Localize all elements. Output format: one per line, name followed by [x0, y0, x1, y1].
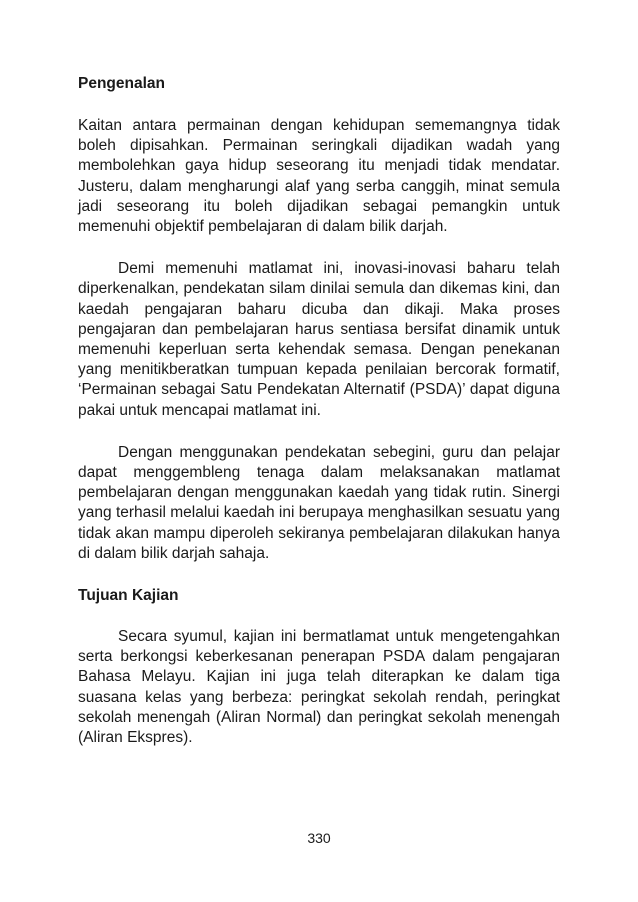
paragraph-intro-3: Dengan menggunakan pendekatan sebegini, guru dan pelajar dapat menggembleng tenaga dalam melaksanakan matlamat pembelajaran dengan menggunakan kaedah yang tidak rutin. Sinergi yang terhasil melalui kaedah ini berupaya menghasilkan sesuatu yang tidak akan mampu diperoleh sekiranya pembelajaran dilakukan hanya di dalam bilik darjah sahaja. — [78, 443, 560, 562]
paragraph-intro-1: Kaitan antara permainan dengan kehidupan sememangnya tidak boleh dipisahkan. Permainan seringkali dijadikan wadah yang membolehkan gaya hidup seseorang itu menjadi tidak mendatar. Justeru, dalam mengharungi alaf yang serba canggih, minat semula jadi seseorang itu boleh dijadikan sebagai pemangkin untuk memenuhi objektif pembelajaran di dalam bilik darjah. — [78, 117, 560, 236]
paragraph-intro-2: Demi memenuhi matlamat ini, inovasi-inovasi baharu telah diperkenalkan, pendekatan silam dinilai semula dan dikemas kini, dan kaedah pengajaran baharu dicuba dan dikaji. Maka proses pengajaran dan pembelajaran harus sentiasa bersifat dinamik untuk memenuhi keperluan serta kehendak semasa. Dengan penekanan yang menitikberatkan tumpuan kepada penilaian bercorak formatif, ‘Permainan sebagai Satu Pendekatan Alternatif (PSDA)’ dapat diguna pakai untuk mencapai matlamat ini. — [78, 260, 560, 419]
paragraph-objective-1: Secara syumul, kajian ini bermatlamat untuk mengetengahkan serta berkongsi keberkesanan penerapan PSDA dalam pengajaran Bahasa Melayu. Kajian ini juga telah diterapkan ke dalam tiga suasana kelas yang berbeza: peringkat sekolah rendah, peringkat sekolah menengah (Aliran Normal) dan peringkat sekolah menengah (Aliran Ekspres). — [78, 628, 560, 747]
page-number: 330 — [307, 830, 331, 846]
section-heading-tujuan-kajian: Tujuan Kajian — [78, 587, 179, 605]
document-body — [78, 74, 560, 748]
section-heading-pengenalan: Pengenalan — [78, 75, 165, 92]
